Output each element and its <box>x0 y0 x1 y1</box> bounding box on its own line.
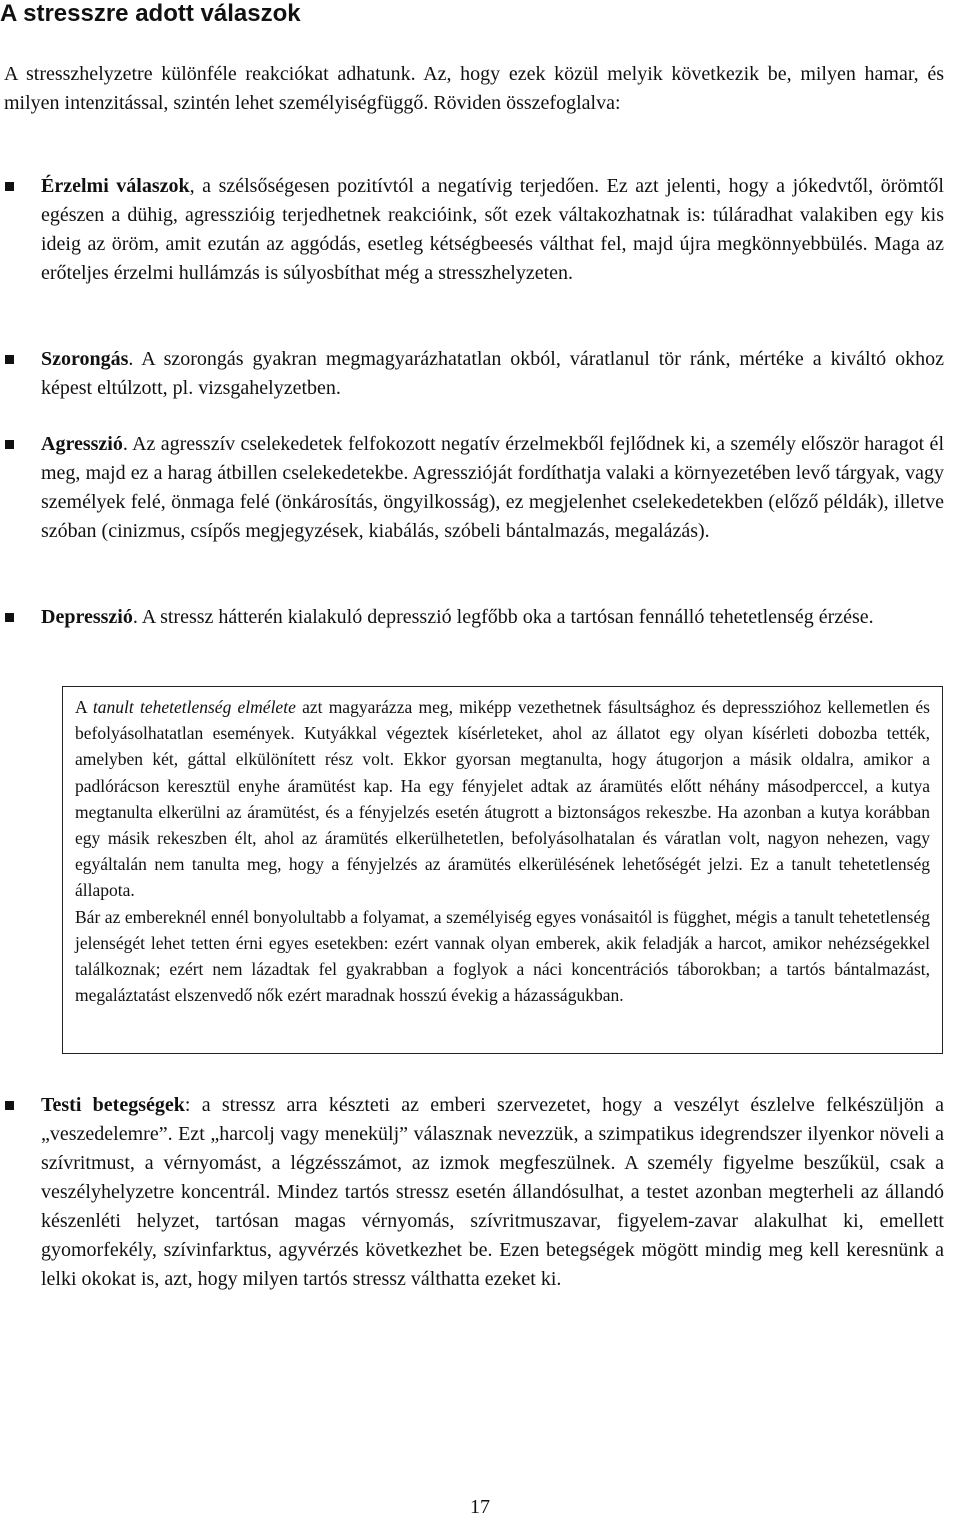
page-number: 17 <box>470 1496 490 1518</box>
bullet-term: Depresszió <box>41 606 133 628</box>
bullet-text <box>41 603 944 632</box>
bullet-item-aggression <box>0 430 944 546</box>
square-bullet-icon <box>5 613 14 622</box>
bullet-text <box>41 1091 944 1294</box>
square-bullet-icon <box>5 440 14 449</box>
box-paragraph-2: Bár az embereknél ennél bonyolultabb a folyamat, a személyiség egyes vonásaitól is függhet, mégis a tanult tehetetlenség jelenségét lehet tetten érni egyes esetekben: ezért vannak olyan emberek, akik feladják a harcot, amikor nehézségekkel találkoznak; ezért nem lázadtak fel gyakrabban a foglyok a náci koncentrációs táborokban; a tartós bántalmazást, megaláztatást elszenvedő nők ezért maradnak hosszú évekig a házasságukban. <box>75 906 930 1006</box>
section-heading: A stresszre adott válaszok <box>0 0 301 27</box>
bullet-text <box>41 345 944 403</box>
bullet-term: Érzelmi válaszok <box>41 175 190 197</box>
bullet-item-emotional <box>0 172 944 288</box>
bullet-text <box>41 172 944 288</box>
box-text: azt magyarázza meg, miképp vezethetnek fásultsághoz és depresszióhoz kellemetlen és befolyásolhatatlan események. Kutyákkal végeztek kísérleteket, ahol az állatot egy olyan kísérleti dobozba tették, amelyben két, gáttal elkülönített rész volt. Ekkor gyorsan megtanulta, hogy átugorjon a másik oldalra, amikor a padlórácson keresztül enyhe áramütést kap. Ha egy fényjelet adtak az áramütés előtt néhány másodperccel, a kutya megtanulta elkerülni az áramütést, és a fényjelzés esetén átugrott a biztonságos rekeszbe. Ha azonban a kutya korábban egy másik rekeszben élt, ahol az áramütés elkerülhetetlen, befolyásolhatalan és váratlan volt, nagyon nehezen, vagy egyáltalán nem tanulta meg, hogy a fényjelzés az áramütés elkerülésének lehetőségét jelzi. Ez a tanult tehetetlenség állapota. <box>75 697 930 901</box>
box-paragraph-1 <box>75 694 930 904</box>
bullet-term: Testi betegségek <box>41 1094 185 1116</box>
bullet-body: . Az agresszív cselekedetek felfokozott negatív érzelmekből fejlődnek ki, a személy először haragot él meg, majd ez a harag átbillen cselekedetekbe. Agresszióját fordíthatja valaki a környezetében levő tárgyak, vagy személyek felé, önmaga felé (önkárosítás, öngyilkosság), ez megjelenhet cselekedetekben (előző példák), illetve szóban (cinizmus, csípős megjegyzések, kiabálás, szóbeli bántalmazás, megalázás). <box>41 433 944 542</box>
square-bullet-icon <box>5 1101 14 1110</box>
bullet-term: Szorongás <box>41 348 129 370</box>
box-text: A <box>75 697 93 717</box>
box-italic-term: tanult tehetetlenség elmélete <box>92 697 296 717</box>
bullet-body: : a stressz arra készteti az emberi szervezetet, hogy a veszélyt észlelve felkészüljön a „veszedelemre”. Ezt „harcolj vagy menekülj” válasznak nevezzük, a szimpatikus idegrendszer ilyenkor növeli a szívritmust, a vérnyomást, a légzésszámot, az izmok megfeszülnek. A személy figyelme beszűkül, csak a veszélyhelyzetre koncentrál. Mindez tartós stressz esetén állandósulhat, a testet azonban megterheli az állandó készenléti helyzet, tartósan magas vérnyomás, szívritmuszavar, figyelem-zavar alakulhat ki, emellett gyomorfekély, szívinfarktus, agyvérzés következhet be. Ezen betegségek mögött mindig meg kell keresnünk a lelki okokat is, azt, hogy milyen tartós stressz válthatta ezeket ki. <box>41 1094 945 1290</box>
bullet-item-anxiety <box>0 345 944 403</box>
bullet-body: , a szélsőségesen pozitívtól a negatívig terjedően. Ez azt jelenti, hogy a jókedvtől, örömtől egészen a dühig, agresszióig terjedhetnek reakcióink, sőt ezek váltakozhatnak is: túláradhat valakiben egy kis ideig az öröm, amit ezután az aggódás, esetleg kétségbeesés válthat fel, majd újra megkönnyebbülés. Maga az erőteljes érzelmi hullámzás is súlyosbíthat még a stresszhelyzeten. <box>41 175 944 284</box>
bullet-body: . A szorongás gyakran megmagyarázhatatlan okból, váratlanul tör ránk, mértéke a kiváltó okhoz képest eltúlzott, pl. vizsgahelyzetben. <box>41 348 944 399</box>
square-bullet-icon <box>5 182 14 191</box>
square-bullet-icon <box>5 355 14 364</box>
bullet-item-depression <box>0 603 944 632</box>
bullet-item-physical-illness <box>0 1091 944 1294</box>
learned-helplessness-box <box>62 686 943 1054</box>
intro-paragraph: A stresszhelyzetre különféle reakciókat adhatunk. Az, hogy ezek közül melyik következik be, milyen hamar, és milyen intenzitással, szintén lehet személyiségfüggő. Röviden összefoglalva: <box>4 63 944 114</box>
bullet-term: Agresszió <box>41 433 123 455</box>
bullet-body: . A stressz hátterén kialakuló depresszió legfőbb oka a tartósan fennálló tehetetlenség érzése. <box>132 606 874 628</box>
bullet-text <box>41 430 944 546</box>
